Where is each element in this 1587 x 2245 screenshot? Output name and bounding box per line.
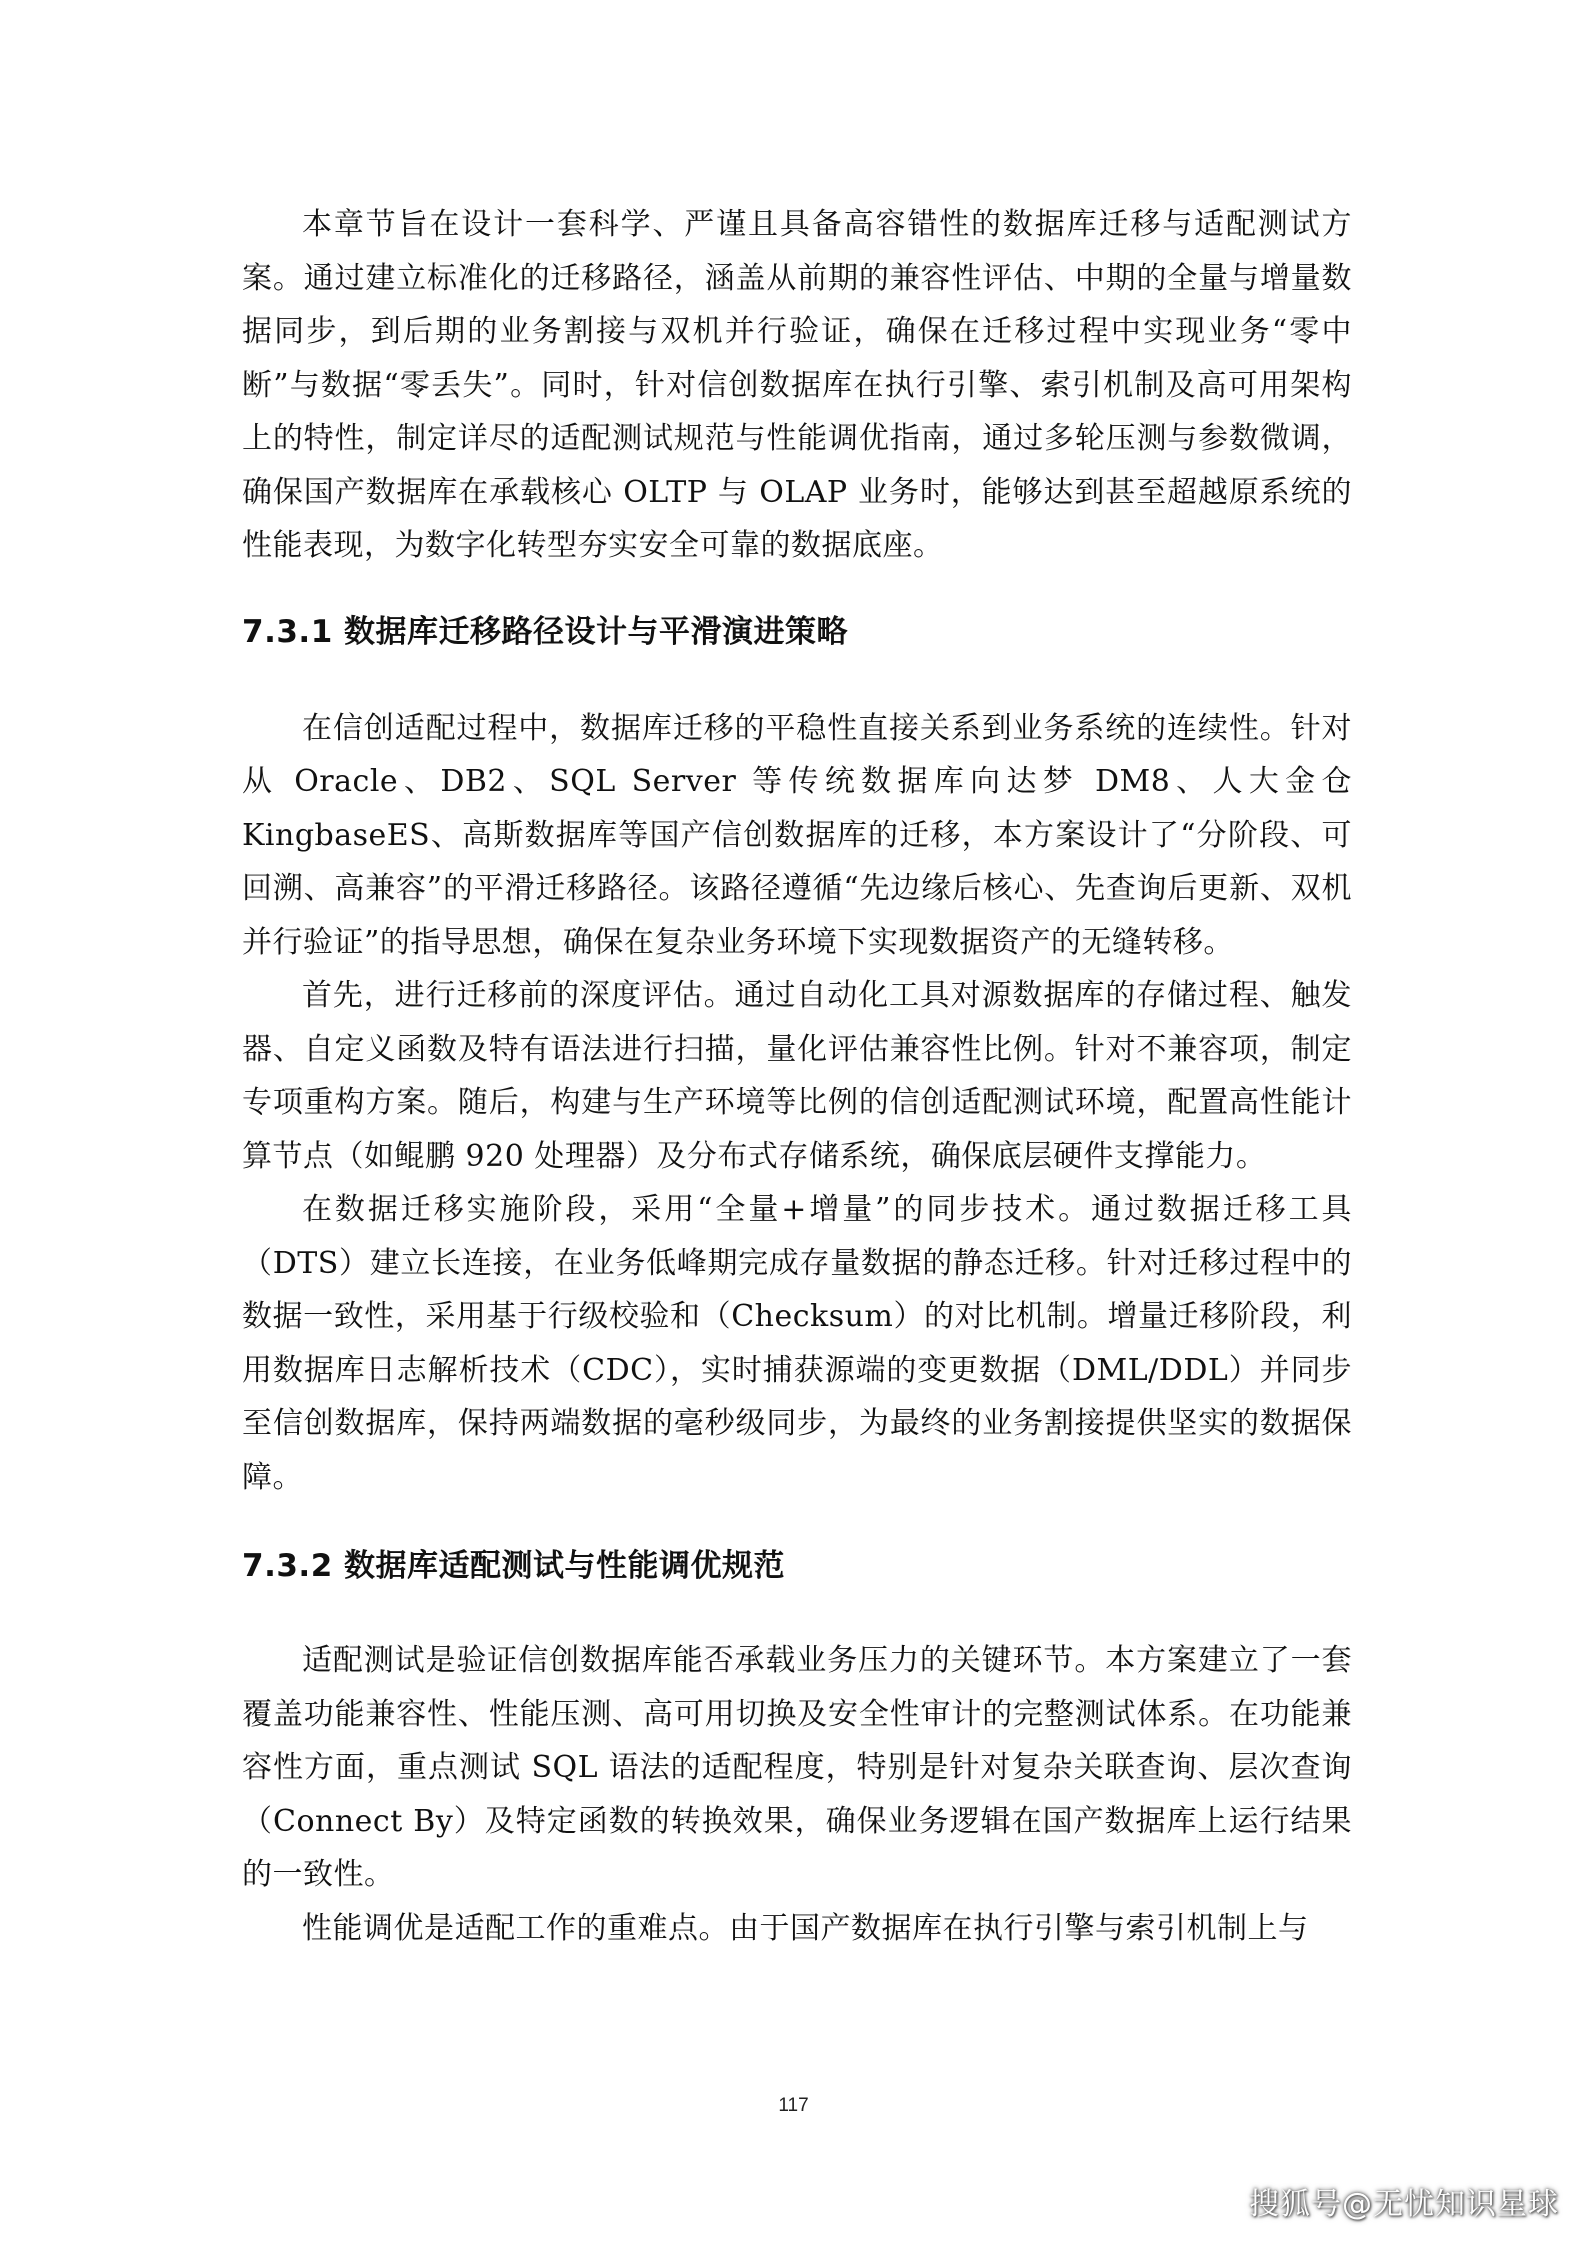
section-7-3-2-paragraph-2: 性能调优是适配工作的重难点。由于国产数据库在执行引擎与索引机制上与 xyxy=(302,1910,1309,1946)
page-number: 117 xyxy=(778,2095,809,2116)
section-7-3-2-paragraph-1: 适配测试是验证信创数据库能否承载业务压力的关键环节。本方案建立了一套覆盖功能兼容性、性能压测、高可用切换及安全性审计的完整测试体系。在功能兼容性方面，重点测试 SQL 语法的适配程度，特别是针对复杂关联查询、层次查询（Connect By）及特定函数的转换效果，确保业务逻辑在国产数据库上运行结果的一致性。 xyxy=(242,1643,1352,1892)
section-heading-7-3-2: 7.3.2 数据库适配测试与性能调优规范 xyxy=(242,1548,786,1584)
watermark: 搜狐号@无忧知识星球 xyxy=(1249,2187,1559,2222)
section-7-3-1-paragraph-2: 首先，进行迁移前的深度评估。通过自动化工具对源数据库的存储过程、触发器、自定义函数及特有语法进行扫描，量化评估兼容性比例。针对不兼容项，制定专项重构方案。随后，构建与生产环境等比例的信创适配测试环境，配置高性能计算节点（如鲲鹏 920 处理器）及分布式存储系统，确保底层硬件支撑能力。 xyxy=(242,978,1352,1174)
page-content xyxy=(242,198,1352,1955)
intro-paragraph: 本章节旨在设计一套科学、严谨且具备高容错性的数据库迁移与适配测试方案。通过建立标准化的迁移路径，涵盖从前期的兼容性评估、中期的全量与增量数据同步，到后期的业务割接与双机并行验证，确保在迁移过程中实现业务“零中断”与数据“零丢失”。同时，针对信创数据库在执行引擎、索引机制及高可用架构上的特性，制定详尽的适配测试规范与性能调优指南，通过多轮压测与参数微调，确保国产数据库在承载核心 OLTP 与 OLAP 业务时，能够达到甚至超越原系统的性能表现，为数字化转型夯实安全可靠的数据底座。 xyxy=(242,207,1352,563)
section-7-3-1-paragraph-1: 在信创适配过程中，数据库迁移的平稳性直接关系到业务系统的连续性。针对从 Oracle、DB2、SQL Server 等传统数据库向达梦 DM8、人大金仓 KingbaseES、高斯数据库等国产信创数据库的迁移，本方案设计了“分阶段、可回溯、高兼容”的平滑迁移路径。该路径遵循“先边缘后核心、先查询后更新、双机并行验证”的指导思想，确保在复杂业务环境下实现数据资产的无缝转移。 xyxy=(242,710,1352,960)
section-heading-7-3-1: 7.3.1 数据库迁移路径设计与平滑演进策略 xyxy=(242,613,849,650)
section-7-3-1-paragraph-3: 在数据迁移实施阶段，采用“全量+增量”的同步技术。通过数据迁移工具（DTS）建立长连接，在业务低峰期完成存量数据的静态迁移。针对迁移过程中的数据一致性，采用基于行级校验和（Checksum）的对比机制。增量迁移阶段，利用数据库日志解析技术（CDC），实时捕获源端的变更数据（DML/DDL）并同步至信创数据库，保持两端数据的毫秒级同步，为最终的业务割接提供坚实的数据保障。 xyxy=(242,1192,1352,1495)
